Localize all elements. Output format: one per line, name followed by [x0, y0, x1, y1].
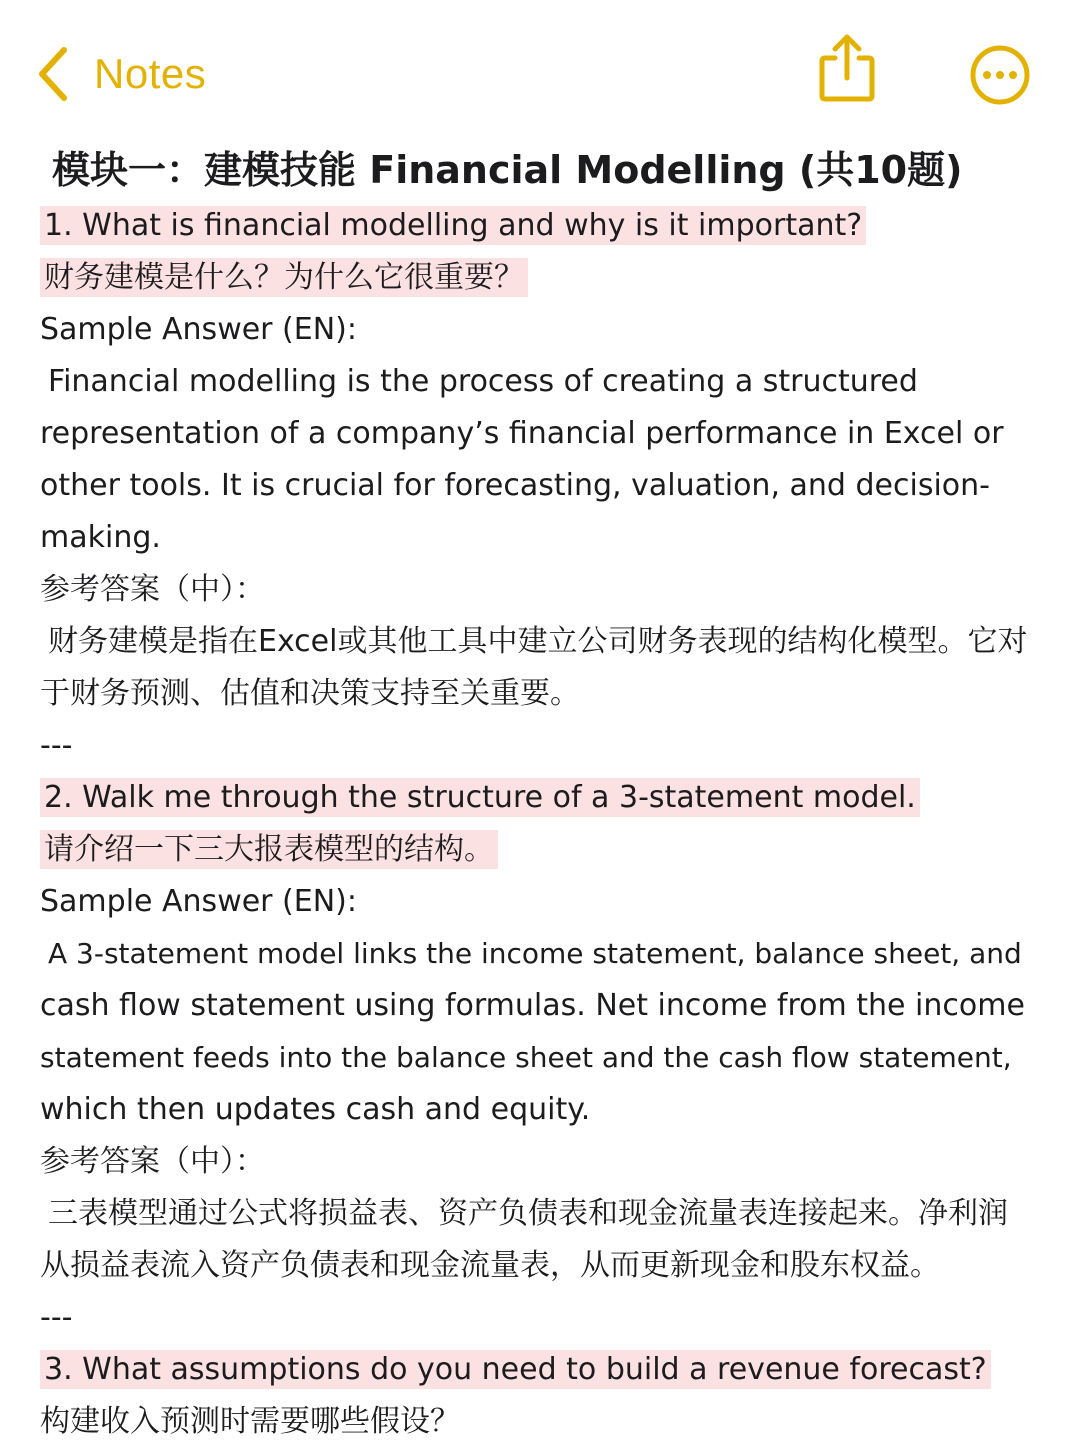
separator: --- [40, 728, 73, 763]
note-body[interactable] [40, 140, 1040, 1448]
answer-zh-line: 三表模型通过公式将损益表、资产负债表和现金流量表连接起来。净利润 [48, 1196, 1008, 1231]
more-button[interactable] [968, 43, 1032, 107]
answer-en-line: Financial modelling is the process of creating a structured [48, 364, 918, 399]
share-button[interactable] [815, 32, 879, 104]
share-icon [815, 32, 879, 104]
question-en [40, 200, 1040, 252]
answer-zh-line: 财务建模是指在Excel或其他工具中建立公司财务表现的结构化模型。它对 [48, 624, 1028, 659]
question-zh [40, 252, 1040, 304]
question-zh-text: 请介绍一下三大报表模型的结构。 [40, 830, 498, 869]
question-en [40, 772, 1040, 824]
answer-zh-label: 参考答案（中）： [40, 1144, 265, 1179]
question-en-text: 3. What assumptions do you need to build a revenue forecast? [40, 1350, 991, 1389]
chevron-left-icon [36, 44, 70, 104]
more-icon [968, 43, 1032, 107]
question-en-text: 1. What is financial modelling and why is it important? [40, 206, 866, 245]
answer-zh-label: 参考答案（中）： [40, 572, 265, 607]
back-label: Notes [94, 50, 207, 97]
separator: --- [40, 1300, 73, 1335]
answer-en-line: cash flow statement using formulas. Net income from the income [40, 988, 1025, 1023]
question-zh [40, 824, 1040, 876]
answer-en-label: Sample Answer (EN): [40, 312, 357, 347]
answer-en-line: making. [40, 520, 161, 555]
question-zh-text: 财务建模是什么？为什么它很重要？ [40, 258, 528, 297]
answer-en-line: representation of a company’s financial performance in Excel or [40, 416, 1004, 451]
answer-zh-line: 从损益表流入资产负债表和现金流量表，从而更新现金和股东权益。 [40, 1248, 940, 1283]
question-zh: 构建收入预测时需要哪些假设？ [40, 1404, 460, 1439]
navigation-bar [0, 0, 1080, 130]
question-en [40, 1344, 1040, 1396]
answer-zh-line: 于财务预测、估值和决策支持至关重要。 [40, 676, 580, 711]
back-button[interactable] [36, 44, 206, 104]
answer-en-label: Sample Answer (EN): [40, 884, 357, 919]
answer-en-line: statement feeds into the balance sheet and the cash flow statement, [40, 1041, 1012, 1074]
question-en-text: 2. Walk me through the structure of a 3-statement model. [40, 778, 920, 817]
answer-en-line: A 3-statement model links the income statement, balance sheet, and [48, 937, 1022, 970]
note-title: 模块一：建模技能 Financial Modelling (共10题) [52, 148, 963, 192]
answer-en-line: which then updates cash and equity. [40, 1092, 591, 1127]
answer-en-line: other tools. It is crucial for forecasting, valuation, and decision- [40, 468, 990, 503]
